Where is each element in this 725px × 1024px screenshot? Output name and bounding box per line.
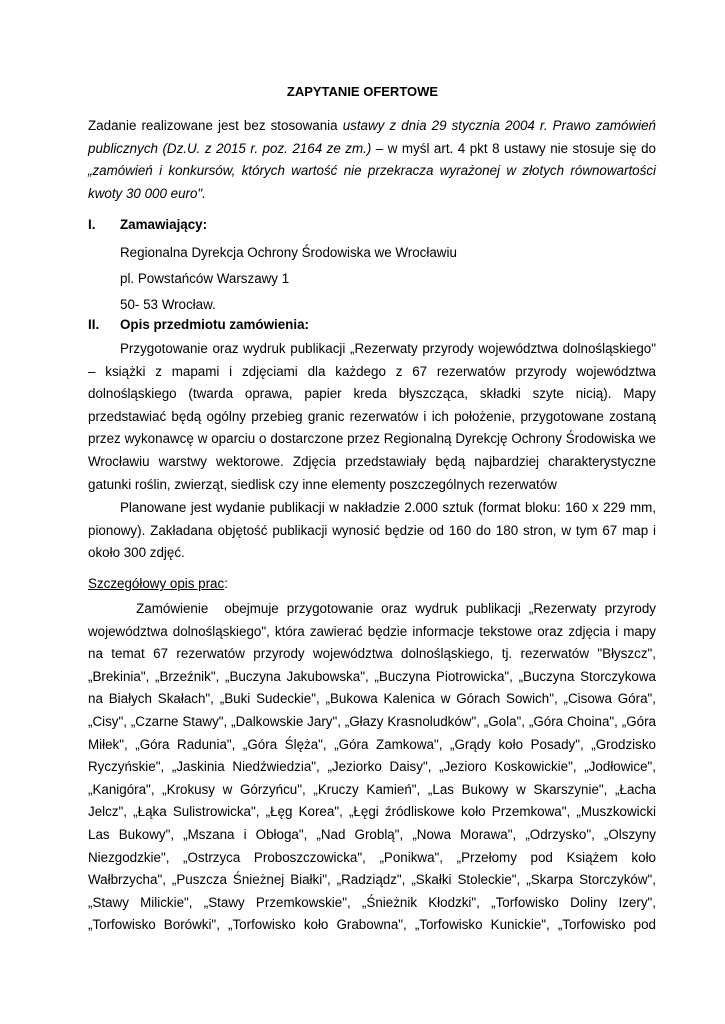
paragraph-line: Wałbrzycha", „Puszcza Śnieżnej Białki", „Radziądz", „Skałki Stoleckie", „Skarpa Storczyków",	[88, 872, 656, 888]
document-title: ZAPYTANIE OFERTOWE	[286, 84, 439, 99]
paragraph-line: Przygotowanie oraz wydruk publikacji „Rezerwaty przyrody województwa dolnośląskiego"	[120, 341, 656, 356]
paragraph-line: „Torfowisko Borówki", „Torfowisko koło Grabowna", „Torfowisko Kunickie", „Torfowisko pod	[88, 917, 656, 933]
paragraph-line: Wrocławiu warstwy wektorowe. Zdjęcia przedstawiały będą najbardziej charakterystyczne	[88, 453, 656, 469]
paragraph-line: przedstawiać będą ogólny przebieg granic rezerwatów i ich położenie, przygotowane zostaną	[88, 408, 656, 424]
paragraph-line: Zamówienie obejmuje przygotowanie oraz wydruk publikacji „Rezerwaty przyrody	[120, 601, 656, 616]
subject-paragraph-2	[88, 497, 656, 565]
details-heading: Szczegółowy opis prac	[88, 576, 225, 591]
address-line: pl. Powstańców Warszawy 1	[120, 271, 290, 286]
paragraph-line: Miłek", „Góra Radunia", „Góra Ślęża", „Góra Zamkowa", „Grądy koło Posady", „Grodzisko	[88, 736, 656, 752]
paragraph-line: dolnośląskiego (twarda oprawa, papier kreda błyszcząca, składki szyte nicią). Mapy	[88, 386, 656, 402]
intro-line: Zadanie realizowane jest bez stosowania ustawy z dnia 29 stycznia 2004 r. Prawo zamówień	[88, 118, 656, 133]
details-heading-row: Szczegółowy opis prac:	[88, 576, 228, 591]
paragraph-line: na Białych Skałach", „Buki Sudeckie", „Bukowa Kalenica w Górach Sowich", „Cisowa Góra",	[88, 691, 656, 707]
address-line: 50- 53 Wrocław.	[120, 297, 216, 312]
paragraph-line: pionowy). Zakładana objętość publikacji wynosić będzie od 160 do 180 stron, w tym 67 map i	[88, 522, 656, 538]
paragraph-line: „Kanigóra", „Krokusy w Górzyńcu", „Kruczy Kamień", „Las Bukowy w Skarszynie", „Łacha	[88, 781, 656, 797]
paragraph-line: około 300 zdjęć.	[88, 545, 185, 561]
section-2-heading: Opis przedmiotu zamówienia:	[120, 317, 309, 332]
section-2-number: II.	[88, 317, 100, 332]
details-paragraph	[88, 598, 656, 937]
intro-line: kwoty 30 000 euro".	[88, 185, 206, 201]
paragraph-line: na temat 67 rezerwatów przyrody województwa dolnośląskiego, tj. rezerwatów "Błyszcz",	[88, 646, 656, 662]
paragraph-line: Jelcz", „Łąka Sulistrowicka", „Łęg Korea", „Łęgi źródliskowe koło Przemkowa", „Muszkowicki	[88, 804, 656, 820]
paragraph-line: gatunki roślin, zwierząt, siedlisk czy inne elementy poszczególnych rezerwatów	[88, 476, 557, 492]
intro-line: publicznych (Dz.U. z 2015 r. poz. 2164 ze zm.) – w myśl art. 4 pkt 8 ustawy nie stosuje się do	[88, 140, 656, 156]
paragraph-line: Planowane jest wydanie publikacji w nakładzie 2.000 sztuk (format bloku: 160 x 229 mm,	[120, 500, 656, 515]
intro-line: „zamówień i konkursów, których wartość nie przekracza wyrażonej w złotych równowartości	[88, 163, 656, 179]
section-1-heading: Zamawiający:	[120, 217, 208, 232]
paragraph-line: – książki z mapami i zdjęciami dla każdego z 67 rezerwatów przyrody województwa	[88, 363, 656, 379]
address-line: Regionalna Dyrekcja Ochrony Środowiska we Wrocławiu	[120, 245, 457, 260]
paragraph-line: „Brekinia", „Brzeźnik", „Buczyna Jakubowska", „Buczyna Piotrowicka", „Buczyna Storczykowa	[88, 668, 656, 684]
paragraph-line: Niezgodzkie", „Ostrzyca Proboszczowicka", „Ponikwa", „Przełomy pod Książem koło	[88, 849, 656, 865]
paragraph-line: „Stawy Milickie", „Stawy Przemkowskie", „Śnieżnik Kłodzki", „Torfowisko Doliny Izery",	[88, 894, 656, 910]
section-1-number: I.	[88, 217, 96, 232]
paragraph-line: Ryczyńskie", „Jaskinia Niedźwiedzia", „Jeziorko Daisy", „Jezioro Koskowickie", „Jodłowice",	[88, 759, 656, 775]
paragraph-line: województwa dolnośląskiego", która zawierać będzie informacje tekstowe oraz zdjęcia i mapy	[88, 623, 656, 639]
subject-paragraph-1	[88, 338, 656, 496]
paragraph-line: przez wykonawcę w oparciu o dostarczone przez Regionalną Dyrekcję Ochrony Środowiska we	[88, 431, 656, 447]
paragraph-line: Las Bukowy", „Mszana i Obłoga", „Nad Groblą", „Nowa Morawa", „Odrzysko", „Olszyny	[88, 826, 656, 842]
intro-paragraph	[88, 115, 656, 205]
orderer-address	[120, 240, 457, 318]
paragraph-line: „Cisy", „Czarne Stawy", „Dalkowskie Jary", „Głazy Krasnoludków", „Gola", „Góra Choina", „Góra	[88, 713, 656, 729]
